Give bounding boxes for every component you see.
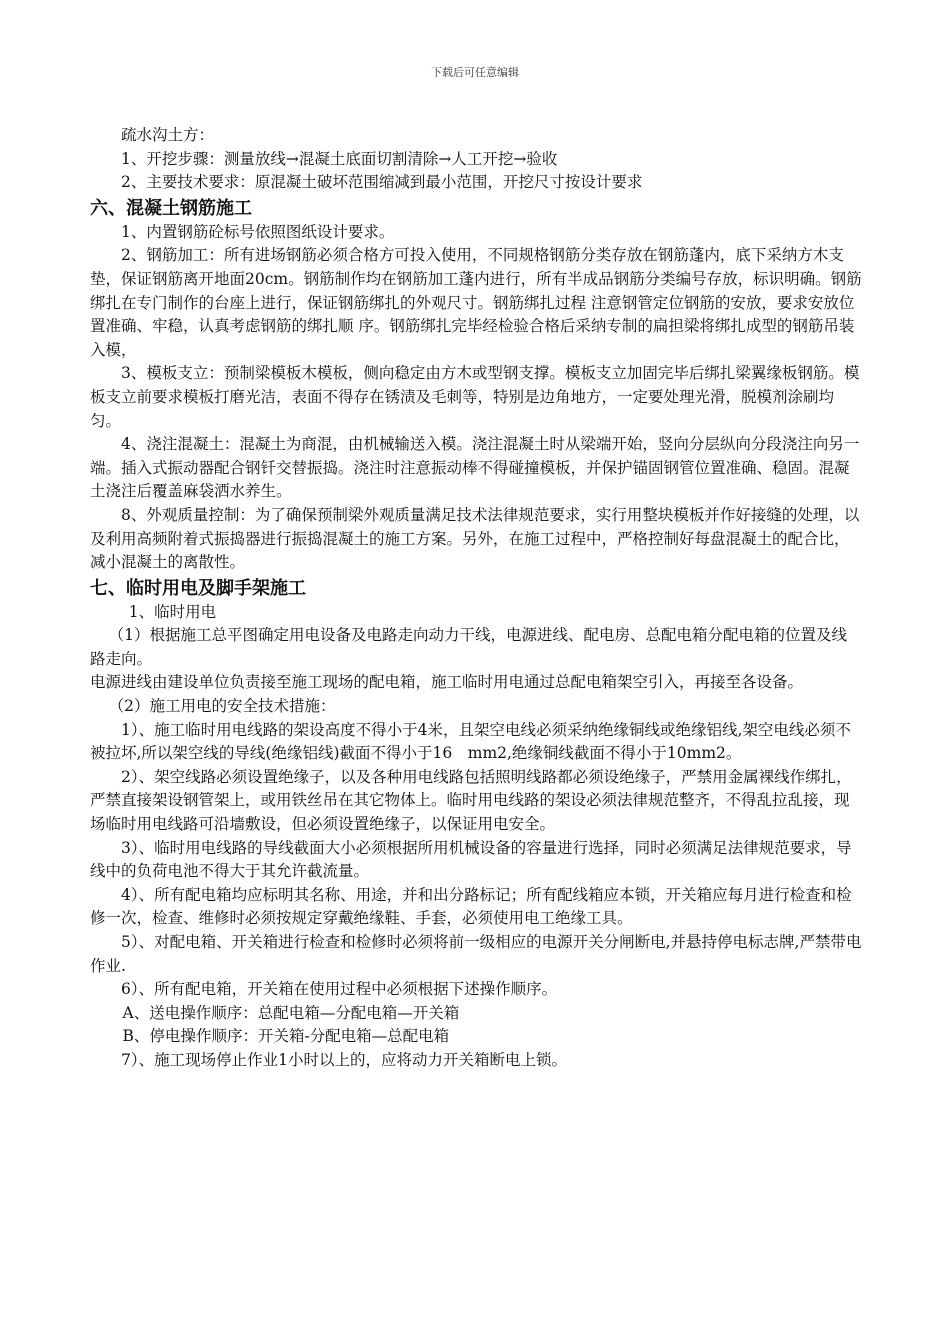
section-heading: 七、临时用电及脚手架施工 <box>90 577 306 599</box>
section-heading: 六、混凝土钢筋施工 <box>90 197 252 219</box>
paragraph: 3、模板支立：预制梁模板木模板，侧向稳定由方木或型钢支撑。模板支立加固完毕后绑扎梁翼缘板钢筋。模板支立前要求模板打磨光洁，表面不得存在锈渍及毛刺等，特别是边角地方，一定要处理光滑，脱模剂涂刷均匀。 <box>90 364 860 430</box>
paragraph: 2）、架空线路必须设置绝缘子，以及各种用电线路包括照明线路都必须设绝缘子，严禁用金属裸线作绑扎，严禁直接架设钢管架上，或用铁丝吊在其它物体上。临时用电线路的架设必须法律规范整齐，不得乱拉乱接，现场临时用电线路可沿墙敷设，但必须设置绝缘子，以保证用电安全。 <box>90 767 852 834</box>
paragraph: 3）、临时用电线路的导线截面大小必须根据所用机械设备的容量进行选择，同时必须满足法律规范要求，导线中的负荷电池不得大于其允许截流量。 <box>90 838 852 881</box>
page-header-note: 下载后可任意编辑 <box>431 66 519 79</box>
paragraph: 6）、所有配电箱，开关箱在使用过程中必须根据下述操作顺序。 <box>121 980 558 999</box>
paragraph: 4、浇注混凝土：混凝土为商混，由机械输送入模。浇注混凝土时从梁端开始，竖向分层纵向分段浇注向另一端。插入式振动器配合钢钎交替振捣。浇注时注意振动棒不得碰撞模板，并保护锚固钢管位置准确、稳固。混凝土浇注后覆盖麻袋洒水养生。 <box>90 435 860 501</box>
paragraph: 2、主要技术要求：原混凝土破坏范围缩减到最小范围，开挖尺寸按设计要求 <box>121 173 643 192</box>
paragraph: B、停电操作顺序：开关箱-分配电箱—总配电箱 <box>122 1027 450 1046</box>
paragraph: 1、临时用电 <box>128 602 217 621</box>
document-body <box>90 124 862 1073</box>
paragraph: 5）、对配电箱、开关箱进行检查和检修时必须将前一级相应的电源开关分闸断电,并悬持停电标志牌,严禁带电作业. <box>90 933 862 975</box>
paragraph: （1）根据施工总平图确定用电设备及电路走向动力干线，电源进线、配电房、总配电箱分配电箱的位置及线路走向。 <box>90 626 847 668</box>
paragraph: 1、内置钢筋砼标号依照图纸设计要求。 <box>121 222 395 241</box>
paragraph: 疏水沟土方： <box>121 126 215 144</box>
paragraph: 2、钢筋加工：所有进场钢筋必须合格方可投入使用，不同规格钢筋分类存放在钢筋蓬内，底下采纳方木支垫，保证钢筋离开地面20cm。钢筋制作均在钢筋加工蓬内进行，所有半成品钢筋分类编号存放，标识明确。钢筋绑扎在专门制作的台座上进行，保证钢筋绑扎的外观尺寸。钢筋绑扎过程 注意钢管定位钢筋的安放，要求安放位置准确、牢稳，认真考虑钢筋的绑扎顺 序。钢筋绑扎完毕经检验合格后采纳专制的扁担梁将绑扎成型的钢筋吊装入模， <box>90 246 862 359</box>
paragraph: 电源进线由建设单位负责接至施工现场的配电箱，施工临时用电通过总配电箱架空引入，再接至各设备。 <box>90 673 804 692</box>
paragraph: 8、外观质量控制：为了确保预制梁外观质量满足技术法律规范要求，实行用整块模板并作好接缝的处理，以及利用高频附着式振捣器进行振捣混凝土的施工方案。另外，在施工过程中，严格控制好每盘混凝土的配合比，减小混凝土的离散性。 <box>90 505 860 572</box>
paragraph: 7）、施工现场停止作业1小时以上的，应将动力开关箱断电上锁。 <box>121 1050 567 1069</box>
paragraph: A、送电操作顺序：总配电箱—分配电箱—开关箱 <box>122 1003 460 1022</box>
paragraph: 1、开挖步骤：测量放线→混凝土底面切割清除→人工开挖→验收 <box>121 149 558 168</box>
paragraph: 4）、所有配电箱均应标明其名称、用途，并和出分路标记；所有配线箱应本锁，开关箱应每月进行检查和检修一次，检查、维修时必须按规定穿戴绝缘鞋、手套，必须使用电工绝缘工具。 <box>90 885 852 928</box>
paragraph: （2）施工用电的安全技术措施： <box>108 697 336 716</box>
paragraph: 1）、施工临时用电线路的架设高度不得小于4米，且架空电线必须采纳绝缘铜线或绝缘铝线,架空电线必须不被拉坏,所以架空线的导线(绝缘铝线)截面不得小于16 mm2,绝缘铜线截面不得小于10mm2。 <box>90 720 851 763</box>
